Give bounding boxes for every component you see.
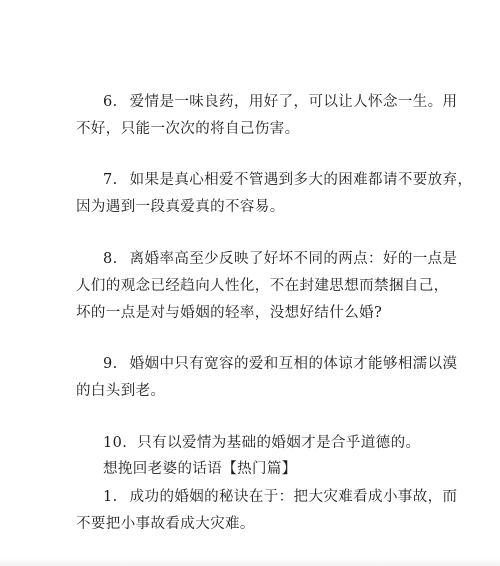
item-8-text-3: 坏的一点是对与婚姻的轻率，没想好结什么婚? <box>76 305 383 321</box>
item-7-line-2 <box>76 198 285 216</box>
item-10-number: 10. <box>103 435 128 451</box>
item-6-text-2: 不好，只能一次次的将自己伤害。 <box>76 121 300 137</box>
item-8-line-3 <box>76 304 382 322</box>
item-7-number: 7. <box>103 172 118 188</box>
item-8-number: 8. <box>103 251 118 267</box>
item-10-text-1: 只有以爱情为基础的婚姻才是合乎道德的。 <box>137 435 421 451</box>
item-6-text-1: 爱情是一味良药，用好了，可以让人怀念一生。用 <box>129 94 458 110</box>
item-9-line-2 <box>76 382 165 400</box>
section-item-1-line-2 <box>76 515 255 533</box>
section-item-1-line-1 <box>103 488 457 506</box>
item-7-text-2: 因为遇到一段真爱真的不容易。 <box>76 199 285 215</box>
item-6-line-2 <box>76 120 300 138</box>
item-9-line-1 <box>103 355 457 373</box>
bottom-edge-fade <box>0 558 500 566</box>
section-heading <box>103 460 297 478</box>
item-8-text-1: 离婚率高至少反映了好坏不同的两点：好的一点是 <box>129 251 458 267</box>
item-8-line-1 <box>103 250 457 268</box>
item-9-text-2: 的白头到老。 <box>76 383 166 399</box>
item-6-number: 6. <box>103 94 118 110</box>
item-8-line-2 <box>76 277 449 295</box>
section-item-1-number: 1. <box>103 489 118 505</box>
item-6-line-1 <box>103 93 457 111</box>
item-8-text-2: 人们的观念已经趋向人性化，不在封建思想而禁捆自己， <box>76 278 449 294</box>
item-7-line-1 <box>103 171 472 189</box>
item-9-number: 9. <box>103 356 118 372</box>
item-9-text-1: 婚姻中只有宽容的爱和互相的体谅才能够相濡以漠 <box>129 356 458 372</box>
section-heading-text: 想挽回老婆的话语【热门篇】 <box>103 461 297 477</box>
section-item-1-text-1: 成功的婚姻的秘诀在于：把大灾难看成小事故，而 <box>129 489 458 505</box>
item-10-line-1 <box>103 434 420 452</box>
section-item-1-text-2: 不要把小事故看成大灾难。 <box>76 516 255 532</box>
item-7-text-1: 如果是真心相爱不管遇到多大的困难都请不要放弃， <box>129 172 473 188</box>
